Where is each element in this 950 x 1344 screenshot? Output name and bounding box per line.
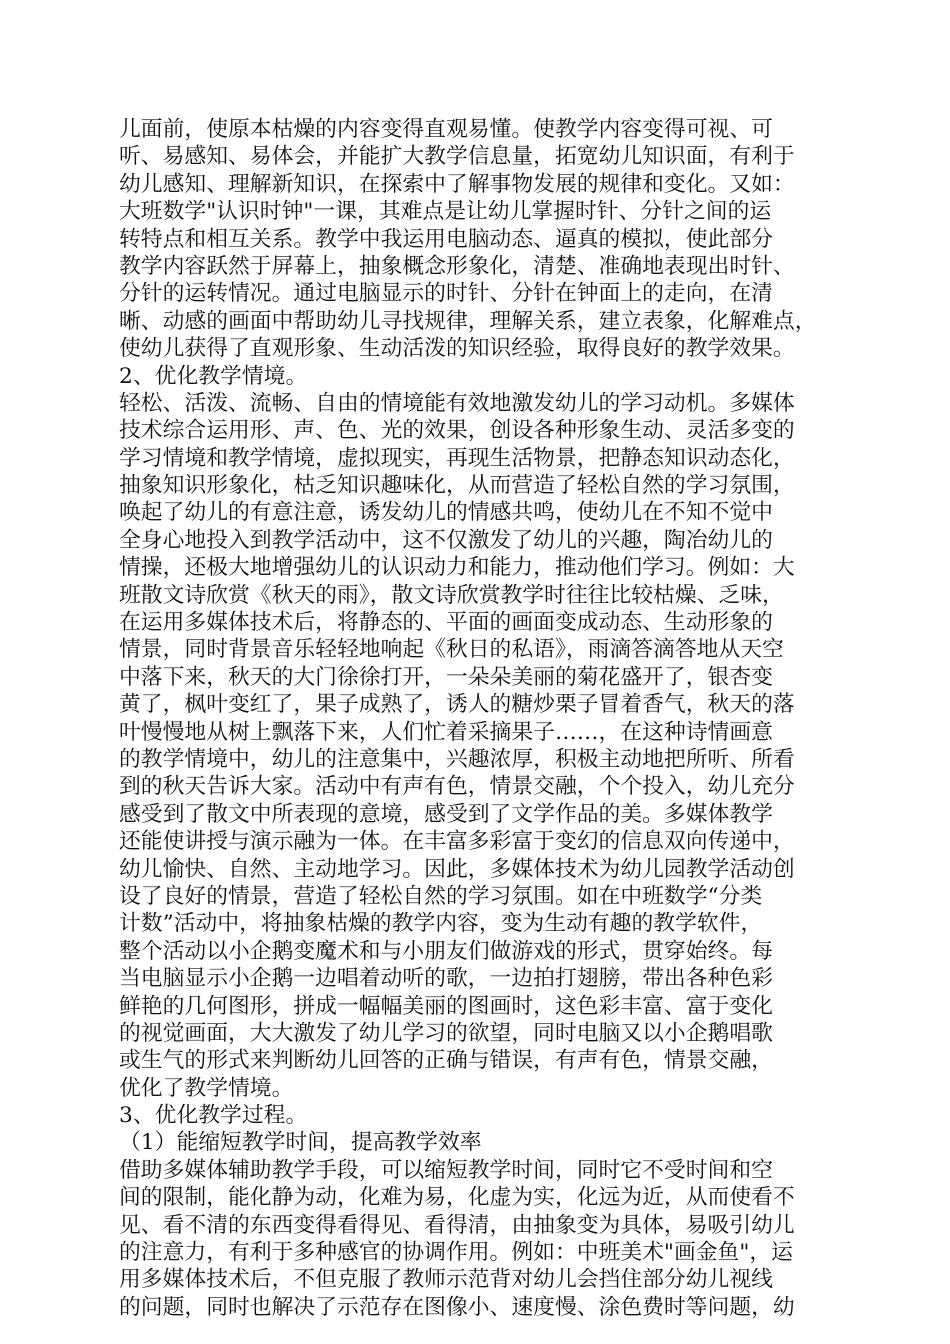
text-line: 情景，同时背景音乐轻轻地响起《秋日的私语》，雨滴答滴答地从天空 bbox=[119, 637, 784, 663]
text-line: 学习情境和教学情境，虚拟现实，再现生活物景，把静态知识动态化， bbox=[119, 445, 795, 471]
text-line: 优化了教学情境。 bbox=[119, 1075, 294, 1101]
text-line: 转特点和相互关系。教学中我运用电脑动态、逼真的模拟，使此部分 bbox=[119, 226, 773, 252]
text-line: 设了良好的情景，营造了轻松自然的学习氛围。如在中班数学“分类 bbox=[119, 883, 763, 909]
text-line: 计数”活动中，将抽象枯燥的教学内容，变为生动有趣的教学软件， bbox=[119, 911, 763, 937]
text-line: 的视觉画面，大大激发了幼儿学习的欲望，同时电脑又以小企鹅唱歌 bbox=[119, 1020, 773, 1046]
text-line: 儿面前，使原本枯燥的内容变得直观易懂。使教学内容变得可视、可 bbox=[119, 117, 773, 142]
text-line: 用多媒体技术后，不但克服了教师示范背对幼儿会挡住部分幼儿视线 bbox=[119, 1267, 773, 1293]
text-line: 整个活动以小企鹅变魔术和与小朋友们做游戏的形式，贯穿始终。每 bbox=[119, 938, 773, 964]
text-line: 间的限制，能化静为动，化难为易，化虚为实，化远为近，从而使看不 bbox=[119, 1185, 795, 1211]
text-line: 唤起了幼儿的有意注意，诱发幼儿的情感共鸣，使幼儿在不知不觉中 bbox=[119, 500, 773, 526]
text-line: 情操，还极大地增强幼儿的认识动力和能力，推动他们学习。例如：大 bbox=[119, 555, 795, 581]
text-line: 借助多媒体辅助教学手段，可以缩短教学时间，同时它不受时间和空 bbox=[119, 1157, 773, 1183]
text-line: 听、易感知、易体会，并能扩大教学信息量，拓宽幼儿知识面，有利于 bbox=[119, 144, 795, 170]
text-line: 中落下来，秋天的大门徐徐打开，一朵朵美丽的菊花盛开了，银杏变 bbox=[119, 664, 773, 690]
text-line: 黄了，枫叶变红了，果子成熟了，诱人的糖炒栗子冒着香气，秋天的落 bbox=[119, 692, 795, 718]
text-line: 教学内容跃然于屏幕上，抽象概念形象化，清楚、准确地表现出时针、 bbox=[119, 253, 795, 279]
text-line: 到的秋天告诉大家。活动中有声有色，情景交融，个个投入，幼儿充分 bbox=[119, 774, 795, 800]
text-line: 鲜艳的几何图形，拼成一幅幅美丽的图画时，这色彩丰富、富于变化 bbox=[119, 993, 773, 1019]
text-line: 大班数学"认识时钟"一课，其难点是让幼儿掌握时针、分针之间的运 bbox=[119, 199, 772, 225]
text-line: 当电脑显示小企鹅一边唱着动听的歌，一边拍打翅膀，带出各种色彩 bbox=[119, 966, 773, 992]
text-line: 班散文诗欣赏《秋天的雨》，散文诗欣赏教学时往往比较枯燥、乏味， bbox=[119, 582, 784, 608]
text-line: 分针的运转情况。通过电脑显示的时针、分针在钟面上的走向，在清 bbox=[119, 281, 773, 307]
subsection-heading: （1）能缩短教学时间，提高教学效率 bbox=[119, 1130, 482, 1156]
document-body bbox=[119, 116, 837, 1321]
text-line: 的注意力，有利于多种感官的协调作用。例如：中班美术"画金鱼"，运 bbox=[119, 1240, 793, 1266]
text-line: 在运用多媒体技术后，将静态的、平面的画面变成动态、生动形象的 bbox=[119, 610, 773, 636]
text-line: 技术综合运用形、声、色、光的效果，创设各种形象生动、灵活多变的 bbox=[119, 418, 795, 444]
text-line: 轻松、活泼、流畅、自由的情境能有效地激发幼儿的学习动机。多媒体 bbox=[119, 390, 795, 416]
text-line: 全身心地投入到教学活动中，这不仅激发了幼儿的兴趣，陶冶幼儿的 bbox=[119, 527, 773, 553]
text-line: 晰、动感的画面中帮助幼儿寻找规律，理解关系，建立表象，化解难点， bbox=[119, 308, 817, 334]
text-line: 使幼儿获得了直观形象、生动活泼的知识经验，取得良好的教学效果。 bbox=[119, 336, 795, 362]
section-heading: 2、优化教学情境。 bbox=[119, 363, 308, 389]
text-line: 抽象知识形象化，枯乏知识趣味化，从而营造了轻松自然的学习氛围， bbox=[119, 473, 795, 499]
text-line: 叶慢慢地从树上飘落下来，人们忙着采摘果子……，在这种诗情画意 bbox=[119, 719, 773, 745]
section-heading: 3、优化教学过程。 bbox=[119, 1103, 308, 1129]
text-line: 幼儿感知、理解新知识，在探索中了解事物发展的规律和变化。又如： bbox=[119, 171, 795, 197]
text-line: 见、看不清的东西变得看得见、看得清，由抽象变为具体，易吸引幼儿 bbox=[119, 1212, 795, 1238]
text-line: 的问题，同时也解决了示范存在图像小、速度慢、涂色费时等问题，幼 bbox=[119, 1294, 795, 1320]
text-line: 或生气的形式来判断幼儿回答的正确与错误，有声有色，情景交融， bbox=[119, 1048, 773, 1074]
text-line: 幼儿愉快、自然、主动地学习。因此，多媒体技术为幼儿园教学活动创 bbox=[119, 856, 795, 882]
text-line: 还能使讲授与演示融为一体。在丰富多彩富于变幻的信息双向传递中， bbox=[119, 829, 795, 855]
text-line: 感受到了散文中所表现的意境，感受到了文学作品的美。多媒体教学 bbox=[119, 801, 773, 827]
text-line: 的教学情境中，幼儿的注意集中，兴趣浓厚，积极主动地把所听、所看 bbox=[119, 746, 795, 772]
